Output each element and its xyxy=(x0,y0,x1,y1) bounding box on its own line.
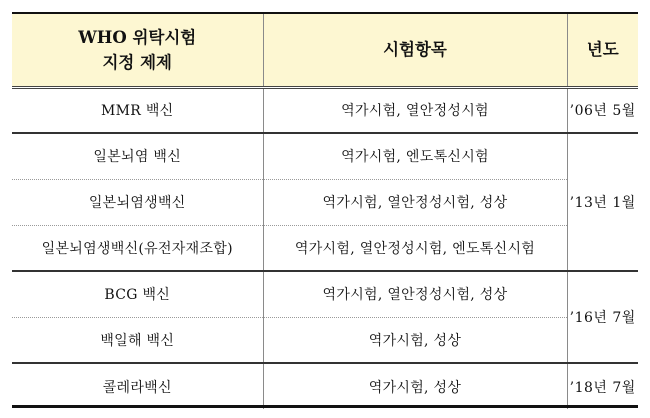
header-year: 년도 xyxy=(567,14,638,87)
cell-year: ’13년 1월 xyxy=(567,133,638,271)
table-row xyxy=(12,179,638,225)
header-product-line2: 지정 제제 xyxy=(102,52,172,72)
cell-product: BCG 백신 xyxy=(12,271,263,317)
table-row xyxy=(12,271,638,317)
cell-tests: 역가시험, 엔도톡신시험 xyxy=(263,133,567,179)
cell-product: 백일해 백신 xyxy=(12,317,263,363)
cell-product: 일본뇌염 백신 xyxy=(12,133,263,179)
cell-tests: 역가시험, 열안정성시험, 엔도톡신시험 xyxy=(263,225,567,271)
cell-tests: 역가시험, 열안정성시험 xyxy=(263,87,567,133)
cell-tests: 역가시험, 열안정성시험, 성상 xyxy=(263,271,567,317)
cell-product: MMR 백신 xyxy=(12,87,263,133)
who-test-table xyxy=(12,14,638,409)
table-row xyxy=(12,87,638,133)
cell-year: ’18년 7월 xyxy=(567,363,638,409)
table-row xyxy=(12,363,638,409)
table-row xyxy=(12,133,638,179)
table-header-row xyxy=(12,14,638,87)
header-tests: 시험항목 xyxy=(263,14,567,87)
cell-product: 일본뇌염생백신(유전자재조합) xyxy=(12,225,263,271)
cell-year: ’16년 7월 xyxy=(567,271,638,363)
table-row xyxy=(12,317,638,363)
table-bottom-rule xyxy=(12,405,638,408)
cell-product: 콜레라백신 xyxy=(102,379,172,396)
cell-tests: 역가시험, 열안정성시험, 성상 xyxy=(263,179,567,225)
table-row xyxy=(12,225,638,271)
cell-year: ’06년 5월 xyxy=(567,87,638,133)
cell-product: 일본뇌염생백신 xyxy=(12,179,263,225)
header-product xyxy=(12,14,263,87)
header-product-line1: WHO 위탁시험 xyxy=(78,27,197,47)
cell-tests: 역가시험, 성상 xyxy=(263,317,567,363)
cell-tests: 역가시험, 성상 xyxy=(263,363,567,409)
